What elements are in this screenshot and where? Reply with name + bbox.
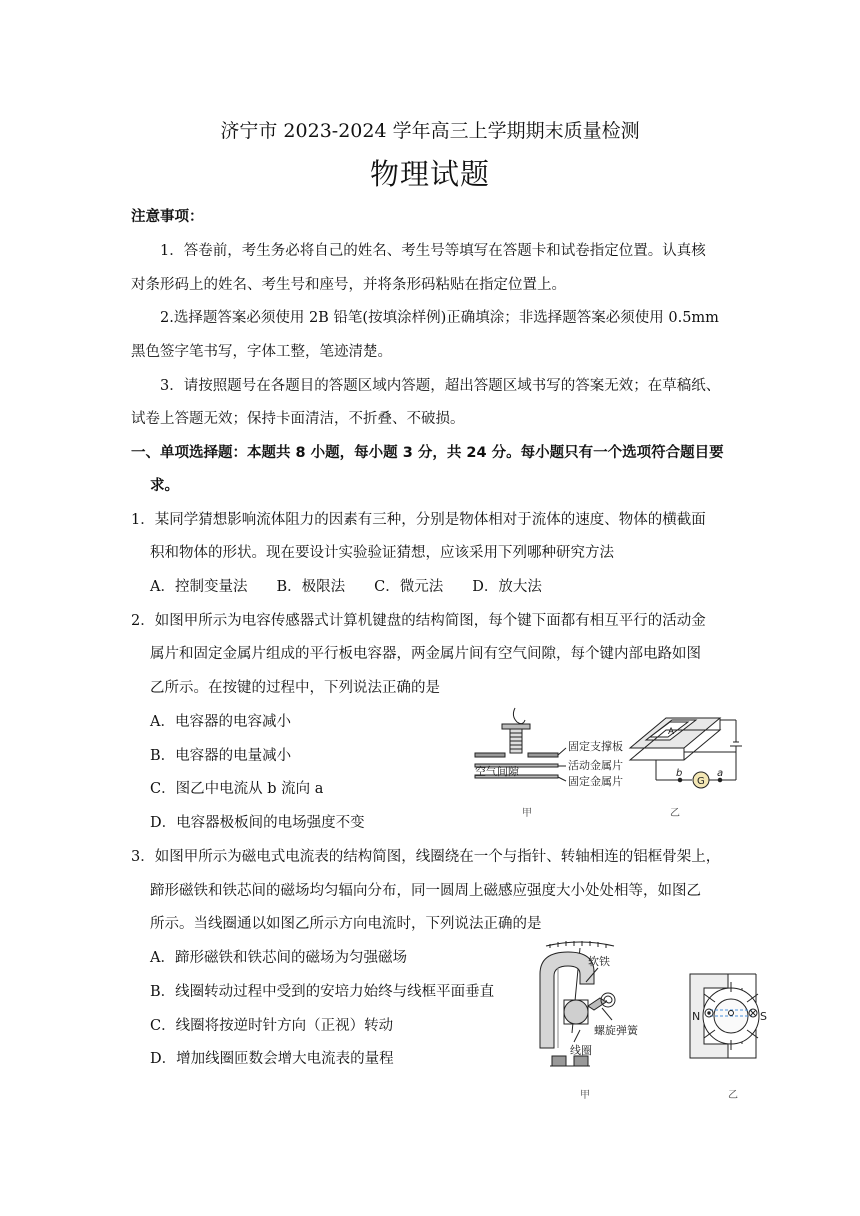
section-heading: 一、单项选择题：本题共 8 小题，每小题 3 分，共 24 分。每小题只有一个选项符合题目要 — [131, 445, 724, 461]
page-title: 物理试题 — [369, 157, 490, 191]
notice-line: 3．请按照题号在各题目的答题区域内答题，超出答题区域书写的答案无效；在草稿纸、 — [160, 378, 721, 394]
point-a-label: a — [717, 768, 724, 779]
figure-caption-jia: 甲 — [580, 1090, 590, 1101]
figure-caption-yi: 乙 — [670, 808, 680, 819]
notice-line: 试卷上答题无效；保持卡面清洁，不折叠、不破损。 — [131, 411, 465, 427]
question-1-options: A．控制变量法 B．极限法 C．微元法 D．放大法 — [150, 579, 542, 595]
north-pole-label: N — [692, 1010, 701, 1023]
figure-caption-jia: 甲 — [522, 808, 532, 819]
question-2-option-a: A．电容器的电容减小 — [150, 714, 291, 730]
notice-line: 1．答卷前，考生务必将自己的姓名、考生号等填写在答题卡和试卷指定位置。认真核 — [160, 243, 706, 259]
question-1-stem: 1．某同学猜想影响流体阻力的因素有三种，分别是物体相对于流体的速度、物体的横截面 — [131, 512, 706, 528]
air-gap-label: 空气间隙 — [475, 765, 519, 778]
exam-subtitle: 济宁市 2023-2024 学年高三上学期期末质量检测 — [220, 120, 640, 142]
question-2-stem: 2．如图甲所示为电容传感器式计算机键盘的结构简图，每个键下面都有相互平行的活动金 — [131, 613, 706, 629]
fixed-support-label: 固定支撑板 — [568, 740, 623, 753]
figure-caption-yi: 乙 — [728, 1090, 738, 1101]
galvanometer-label: G — [697, 776, 705, 787]
notice-line: 对条形码上的姓名、考生号和座号，并将条形码粘贴在指定位置上。 — [131, 277, 566, 293]
capacitor-circuit-diagram — [630, 718, 742, 788]
question-2-option-d: D．电容器极板间的电场强度不变 — [150, 815, 365, 831]
notice-line: 2.选择题答案必须使用 2B 铅笔(按填涂样例)正确填涂；非选择题答案必须使用 0.5mm — [160, 310, 719, 326]
fixed-plate-label: 固定金属片 — [568, 775, 623, 788]
question-3-stem: 3．如图甲所示为磁电式电流表的结构简图，线圈绕在一个与指针、转轴相连的铝框骨架上， — [131, 849, 721, 865]
radial-field-diagram — [690, 974, 759, 1058]
notice-heading: 注意事项： — [131, 209, 204, 225]
soft-iron-label: 软铁 — [588, 955, 610, 968]
spiral-spring-label: 螺旋弹簧 — [594, 1024, 638, 1037]
question-1-stem: 积和物体的形状。现在要设计实验验证猜想，应该采用下列哪种研究方法 — [150, 545, 614, 561]
question-2-figure — [470, 700, 750, 822]
key-letter-label: A — [668, 727, 675, 737]
question-3-option-b: B．线圈转动过程中受到的安培力始终与线框平面垂直 — [150, 984, 495, 1000]
question-2-option-b: B．电容器的电量减小 — [150, 748, 292, 764]
question-2-stem: 乙所示。在按键的过程中，下列说法正确的是 — [150, 680, 440, 696]
notice-line: 黑色签字笔书写，字体工整，笔迹清楚。 — [131, 344, 392, 360]
point-b-label: b — [676, 768, 683, 779]
moving-plate-label: 活动金属片 — [568, 759, 623, 772]
question-3-stem: 所示。当线圈通以如图乙所示方向电流时，下列说法正确的是 — [150, 916, 542, 932]
question-3-figure — [528, 938, 768, 1102]
question-2-option-c: C．图乙中电流从 b 流向 a — [150, 781, 324, 797]
question-3-stem: 蹄形磁铁和铁芯间的磁场均匀辐向分布，同一圆周上磁感应强度大小处处相等，如图乙 — [150, 883, 701, 899]
question-3-option-d: D．增加线圈匝数会增大电流表的量程 — [150, 1051, 394, 1067]
question-3-option-a: A．蹄形磁铁和铁芯间的磁场为匀强磁场 — [150, 950, 407, 966]
south-pole-label: S — [760, 1010, 767, 1023]
question-2-stem: 属片和固定金属片组成的平行板电容器，两金属片间有空气间隙，每个键内部电路如图 — [150, 646, 701, 662]
coil-label: 线圈 — [570, 1044, 592, 1057]
section-heading-cont: 求。 — [150, 478, 179, 494]
question-3-option-c: C．线圈将按逆时针方向（正视）转动 — [150, 1018, 394, 1034]
